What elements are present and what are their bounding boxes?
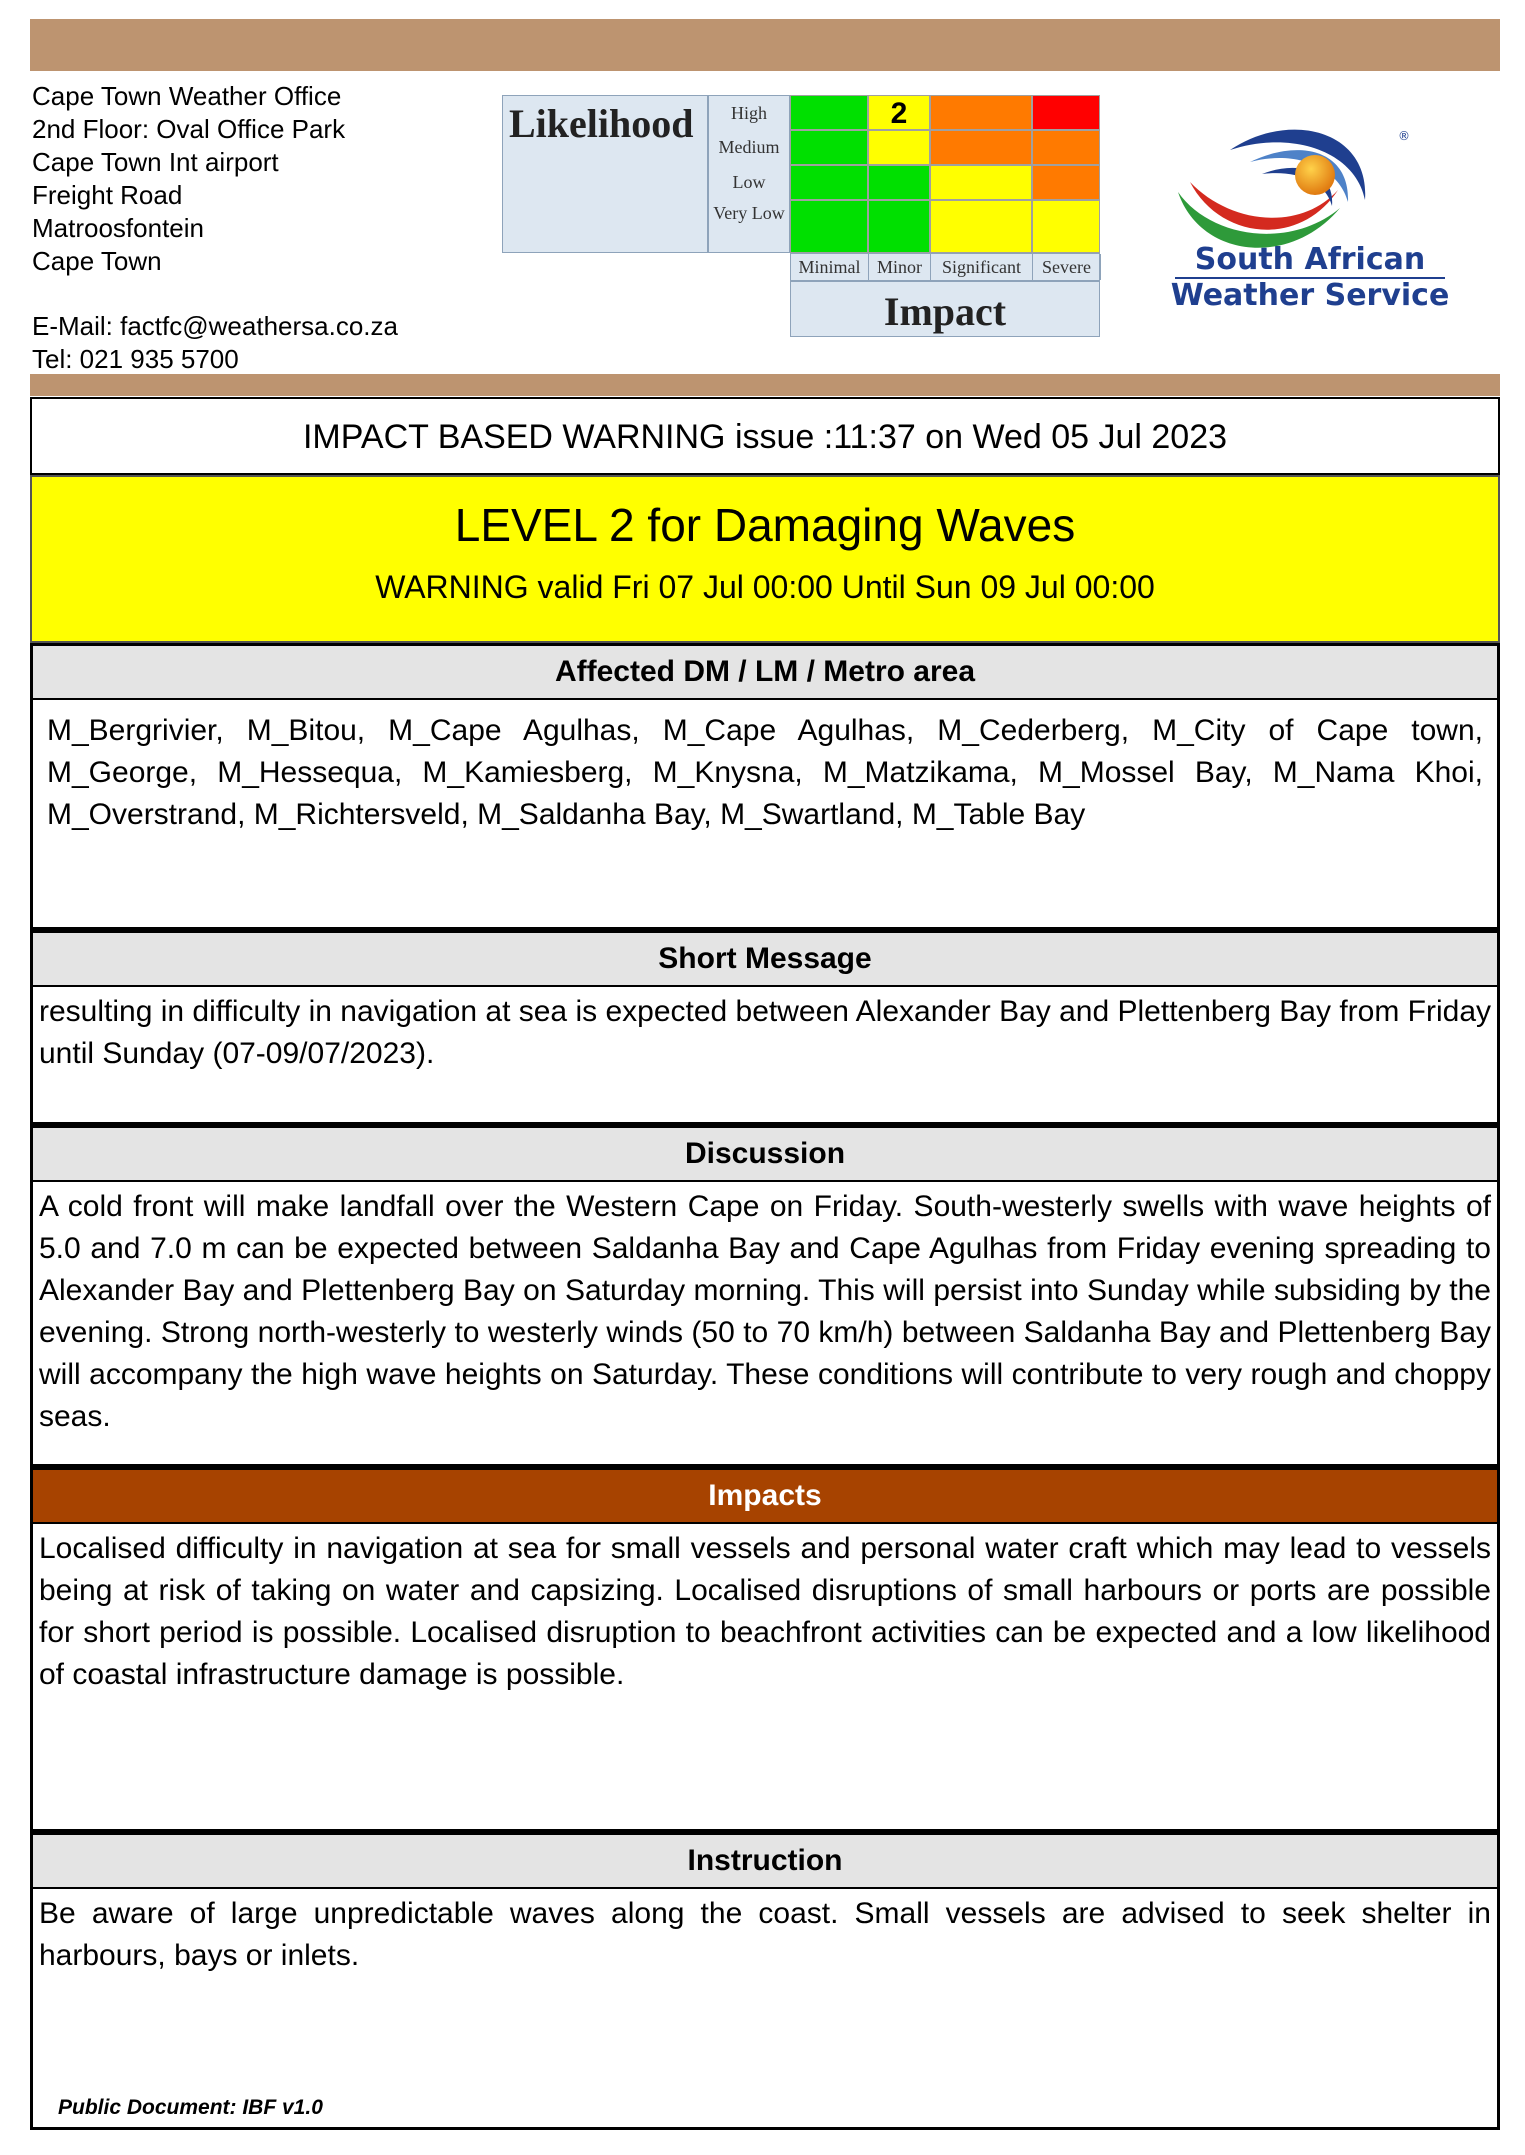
matrix-grid bbox=[790, 95, 1100, 253]
warning-level-box bbox=[30, 475, 1500, 643]
footer-note: Public Document: IBF v1.0 bbox=[58, 2096, 323, 2119]
section-body: Be aware of large unpredictable waves along the coast. Small vessels are advised to seek shelter in harbours, bays or inlets. bbox=[39, 1897, 1491, 1972]
section-heading: Short Message bbox=[33, 933, 1497, 987]
address-line: Cape Town bbox=[32, 246, 162, 276]
impact-labels bbox=[790, 253, 1100, 281]
top-color-bar bbox=[30, 19, 1500, 71]
likelihood-label: Low bbox=[732, 172, 766, 192]
address-line: Matroosfontein bbox=[32, 213, 204, 243]
section-heading: Affected DM / LM / Metro area bbox=[33, 646, 1497, 700]
email-text: E-Mail: factfc@weathersa.co.za bbox=[32, 311, 398, 341]
impact-label: Significant bbox=[931, 254, 1033, 280]
likelihood-title: Likelihood bbox=[509, 101, 694, 146]
address-line: Cape Town Weather Office bbox=[32, 81, 342, 111]
matrix-cell bbox=[1032, 130, 1100, 165]
office-contact bbox=[32, 310, 398, 376]
matrix-cell bbox=[1032, 95, 1100, 130]
short-message-section bbox=[30, 930, 1500, 1125]
mid-color-bar bbox=[30, 374, 1500, 396]
matrix-cell bbox=[868, 165, 930, 200]
section-heading: Impacts bbox=[33, 1470, 1497, 1524]
section-body: A cold front will make landfall over the Western Cape on Friday. South-westerly swells with wave heights of 5.0 and 7.0 m can be expected between Saldanha Bay and Cape Agulhas from Friday evening spreading to Alexander Bay and Plettenberg Bay on Saturday morning. This will persist into Sunday while subsiding by the evening. Strong north-westerly to westerly winds (50 to 70 km/h) between Saldanha Bay and Plettenberg Bay will accompany the high wave heights on Saturday. These conditions will contribute to very rough and choppy seas. bbox=[39, 1190, 1491, 1433]
section-heading: Instruction bbox=[33, 1835, 1497, 1889]
logo-line2: Weather Service bbox=[1170, 278, 1450, 313]
matrix-cell bbox=[790, 200, 868, 253]
matrix-cell bbox=[868, 130, 930, 165]
matrix-cell bbox=[1032, 200, 1100, 253]
office-address bbox=[32, 80, 345, 278]
likelihood-label: Medium bbox=[718, 137, 780, 157]
address-line: 2nd Floor: Oval Office Park bbox=[32, 114, 346, 144]
matrix-cell bbox=[930, 130, 1032, 165]
section-body: Localised difficulty in navigation at sea for small vessels and personal water craft which may lead to vessels being at risk of taking on water and capsizing. Localised disruptions of small harbours or ports are possible for short period is possible. Localised disruption to beachfront activities can be expected and a low likelihood of coastal infrastructure damage is possible. bbox=[39, 1532, 1491, 1691]
matrix-cell bbox=[930, 200, 1032, 253]
warning-title: LEVEL 2 for Damaging Waves bbox=[454, 499, 1076, 551]
address-line: Freight Road bbox=[32, 180, 183, 210]
matrix-cell bbox=[790, 165, 868, 200]
matrix-cell bbox=[1032, 165, 1100, 200]
impact-label: Severe bbox=[1033, 254, 1101, 280]
matrix-cell: 2 bbox=[868, 95, 930, 130]
likelihood-label: High bbox=[731, 103, 767, 123]
impacts-section bbox=[30, 1467, 1500, 1832]
logo-text bbox=[1160, 243, 1460, 313]
matrix-cell bbox=[790, 130, 868, 165]
impact-box bbox=[790, 281, 1100, 337]
affected-areas-section bbox=[30, 643, 1500, 930]
section-body: M_Bergrivier, M_Bitou, M_Cape Agulhas, M_Cape Agulhas, M_Cederberg, M_City of Cape town, M_George, M_Hessequa, M_Kamiesberg, M_Knysna, M_Matzikama, M_Mossel Bay, M_Nama Khoi, M_Overstrand, M_Richtersveld, M_Saldanha Bay, M_Swartland, M_Table Bay bbox=[47, 714, 1483, 831]
section-body: resulting in difficulty in navigation at sea is expected between Alexander Bay and Plettenberg Bay from Friday until Sunday (07-09/07/2023). bbox=[39, 995, 1491, 1070]
impact-title: Impact bbox=[883, 289, 1007, 334]
impact-label: Minimal bbox=[791, 254, 869, 280]
likelihood-box bbox=[502, 95, 708, 253]
matrix-cell bbox=[930, 165, 1032, 200]
tel-text: Tel: 021 935 5700 bbox=[32, 344, 239, 374]
matrix-cell bbox=[790, 95, 868, 130]
matrix-cell bbox=[868, 200, 930, 253]
warning-validity: WARNING valid Fri 07 Jul 00:00 Until Sun 09 Jul 00:00 bbox=[375, 569, 1155, 605]
likelihood-label: Very Low bbox=[713, 203, 785, 223]
instruction-section bbox=[30, 1832, 1500, 2130]
address-line: Cape Town Int airport bbox=[32, 147, 279, 177]
impact-label: Minor bbox=[869, 254, 931, 280]
section-heading: Discussion bbox=[33, 1128, 1497, 1182]
matrix-cell bbox=[930, 95, 1032, 130]
issue-header: IMPACT BASED WARNING issue :11:37 on Wed 05 Jul 2023 bbox=[30, 397, 1500, 475]
logo-line1: South African bbox=[1194, 242, 1426, 277]
likelihood-labels bbox=[708, 95, 790, 253]
registered-mark: ® bbox=[1398, 129, 1410, 143]
discussion-section bbox=[30, 1125, 1500, 1467]
